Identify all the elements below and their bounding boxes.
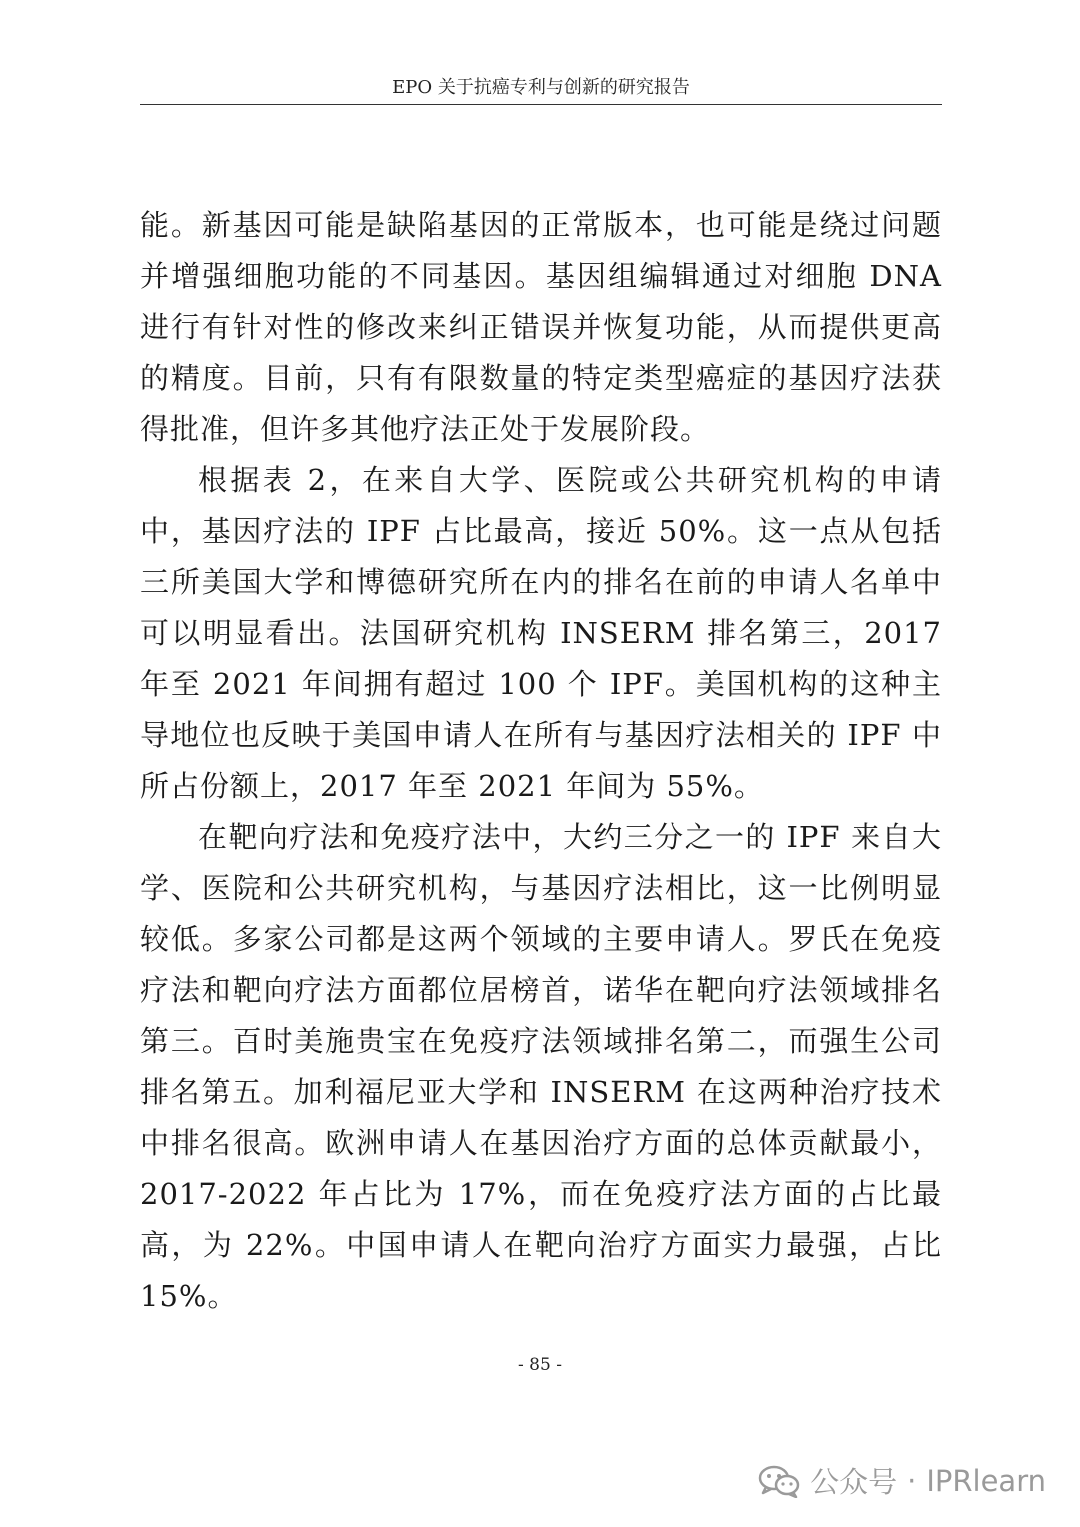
wechat-icon: [758, 1464, 800, 1498]
paragraph-3: 在靶向疗法和免疫疗法中，大约三分之一的 IPF 来自大学、医院和公共研究机构，与基因疗法相比，这一比例明显较低。多家公司都是这两个领域的主要申请人。罗氏在免疫疗法和靶向疗法方面都位居榜首，诺华在靶向疗法领域排名第三。百时美施贵宝在免疫疗法领域排名第二，而强生公司排名第五。加利福尼亚大学和 INSERM 在这两种治疗技术中排名很高。欧洲申请人在基因治疗方面的总体贡献最小，2017-2022 年占比为 17%，而在免疫疗法方面的占比最高，为 22%。中国申请人在靶向治疗方面实力最强，占比 15%。: [140, 820, 942, 1313]
watermark-account: IPRlearn: [926, 1463, 1046, 1498]
watermark-separator: ·: [907, 1463, 917, 1498]
watermark: [758, 1460, 1046, 1501]
page-number: - 85 -: [518, 1355, 562, 1375]
body-text: [140, 200, 942, 1322]
paragraph-2: 根据表 2，在来自大学、医院或公共研究机构的申请中，基因疗法的 IPF 占比最高，接近 50%。这一点从包括三所美国大学和博德研究所在内的排名在前的申请人名单中可以明显看出。法国研究机构 INSERM 排名第三，2017 年至 2021 年间拥有超过 100 个 IPF。美国机构的这种主导地位也反映于美国申请人在所有与基因疗法相关的 IPF 中所占份额上，2017 年至 2021 年间为 55%。: [140, 463, 942, 803]
header-rule: [140, 104, 942, 105]
watermark-label: 公众号: [810, 1465, 898, 1499]
paragraph-1: 能。新基因可能是缺陷基因的正常版本，也可能是绕过问题并增强细胞功能的不同基因。基因组编辑通过对细胞 DNA 进行有针对性的修改来纠正错误并恢复功能，从而提供更高的精度。目前，只有有限数量的特定类型癌症的基因疗法获得批准，但许多其他疗法正处于发展阶段。: [140, 208, 942, 446]
running-header: EPO 关于抗癌专利与创新的研究报告: [392, 77, 690, 98]
